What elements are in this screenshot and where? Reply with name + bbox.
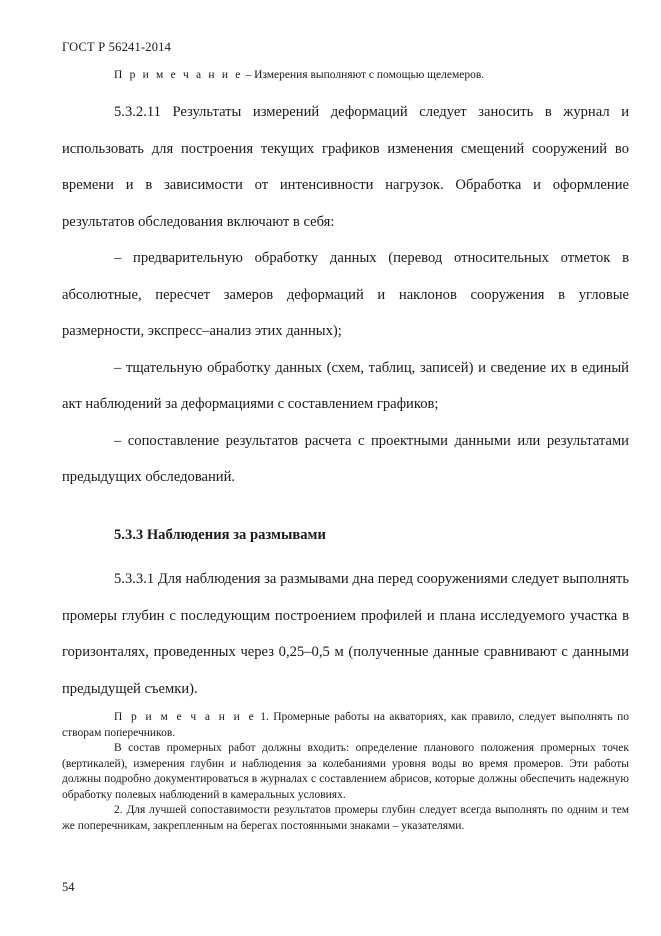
note-text: 1. Промерные работы на акваториях, как правило, следует выполнять по створам поперечников. [62,711,629,739]
document-header: ГОСТ Р 56241-2014 [62,40,172,54]
list-item: – тщательную обработку данных (схем, таблиц, записей) и сведение их в единый акт наблюдений за деформациями с составлением графиков; [62,359,629,412]
section-5-3-2-11 [62,94,629,496]
note-item: 2. Для лучшей сопоставимости результатов промеры глубин следует всегда выполнять по одним и тем же поперечникам, закрепленным на берегах постоянными знаками – указателями. [62,804,629,832]
section-5-3-3-1 [62,561,629,707]
paragraph: 5.3.2.11 Результаты измерений деформаций следует заносить в журнал и использовать для построения текущих графиков изменения смещений сооружений во времени и в зависимости от интенсивности нагрузок. Обработка и оформление результатов обследования включают в себя: [62,104,629,230]
paragraph: 5.3.3.1 Для наблюдения за размывами дна перед сооружениями следует выполнять промеры глубин с последующим построением профилей и плана исследуемого участка в горизонталях, проведенных через 0,25–0,5 м (полученные данные сравнивают с данными предыдущей съемки). [62,571,629,697]
list-item: – предварительную обработку данных (перевод относительных отметок в абсолютные, пересчет замеров деформаций и наклонов сооружения в угловые размерности, экспресс–анализ этих данных); [62,250,629,339]
notes-block [62,710,629,834]
section-heading: 5.3.3 Наблюдения за размывами [114,527,326,543]
list-item: – сопоставление результатов расчета с проектными данными или результатами предыдущих обследований. [62,432,629,485]
note-label: П р и м е ч а н и е [114,711,256,723]
top-note [114,69,484,81]
note-text: – Измерения выполняют с помощью щелемеров. [242,69,485,81]
note-label: П р и м е ч а н и е [114,69,243,81]
note-item [62,710,629,741]
page-number: 54 [62,880,75,894]
note-item: В состав промерных работ должны входить: определение планового положения промерных точек (вертикалей), измерения глубин и наблюдения за колебаниями уровня воды во время промеров. Эти работы должны подробно документироваться в журналах с составлением абрисов, которые должны обеспечить надежную обработку полевых наблюдений в камеральных условиях. [62,742,629,801]
